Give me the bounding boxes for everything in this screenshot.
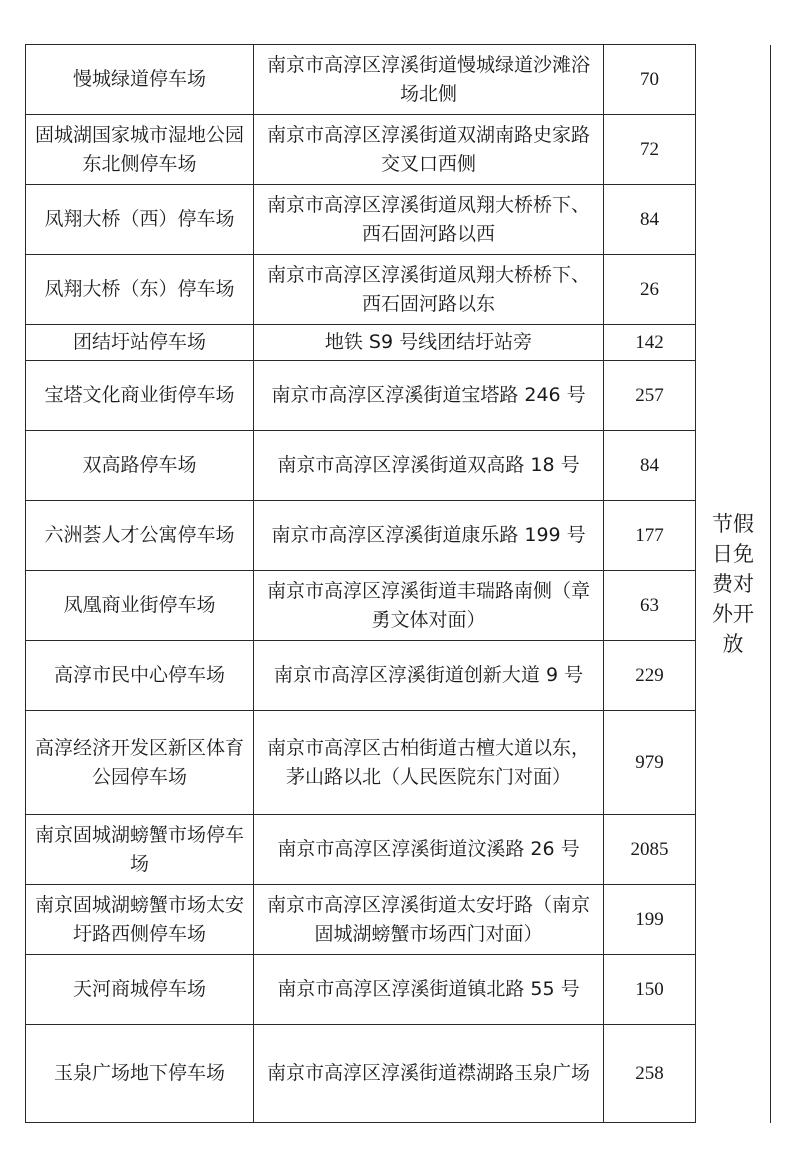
table-row	[26, 711, 771, 815]
parking-name: 六洲荟人才公寓停车场	[26, 501, 254, 571]
table-row	[26, 571, 771, 641]
parking-address: 地铁 S9 号线团结圩站旁	[254, 325, 604, 361]
opening-note: 节假日免费对外开放	[712, 511, 754, 656]
parking-spaces: 2085	[604, 815, 696, 885]
parking-spaces: 150	[604, 955, 696, 1025]
parking-name: 高淳市民中心停车场	[26, 641, 254, 711]
parking-name: 双高路停车场	[26, 431, 254, 501]
parking-address: 南京市高淳区淳溪街道汶溪路 26 号	[254, 815, 604, 885]
parking-spaces: 84	[604, 185, 696, 255]
table-row	[26, 185, 771, 255]
parking-spaces: 229	[604, 641, 696, 711]
table-row	[26, 501, 771, 571]
parking-address: 南京市高淳区淳溪街道宝塔路 246 号	[254, 361, 604, 431]
table-row	[26, 255, 771, 325]
table-row	[26, 325, 771, 361]
parking-spaces: 979	[604, 711, 696, 815]
parking-name: 慢城绿道停车场	[26, 45, 254, 115]
parking-spaces: 72	[604, 115, 696, 185]
parking-address: 南京市高淳区淳溪街道镇北路 55 号	[254, 955, 604, 1025]
parking-name: 宝塔文化商业街停车场	[26, 361, 254, 431]
parking-name: 凤凰商业街停车场	[26, 571, 254, 641]
parking-address: 南京市高淳区淳溪街道康乐路 199 号	[254, 501, 604, 571]
parking-spaces: 84	[604, 431, 696, 501]
parking-spaces: 63	[604, 571, 696, 641]
parking-name: 南京固城湖螃蟹市场太安圩路西侧停车场	[26, 885, 254, 955]
parking-table	[25, 44, 771, 1123]
parking-address: 南京市高淳区古柏街道古檀大道以东，茅山路以北（人民医院东门对面）	[254, 711, 604, 815]
parking-address: 南京市高淳区淳溪街道太安圩路（南京固城湖螃蟹市场西门对面）	[254, 885, 604, 955]
parking-spaces: 177	[604, 501, 696, 571]
parking-address: 南京市高淳区淳溪街道双湖南路史家路交叉口西侧	[254, 115, 604, 185]
parking-address: 南京市高淳区淳溪街道慢城绿道沙滩浴场北侧	[254, 45, 604, 115]
table-row	[26, 815, 771, 885]
parking-address: 南京市高淳区淳溪街道双高路 18 号	[254, 431, 604, 501]
parking-address: 南京市高淳区淳溪街道襟湖路玉泉广场	[254, 1025, 604, 1123]
parking-name: 凤翔大桥（西）停车场	[26, 185, 254, 255]
parking-address: 南京市高淳区淳溪街道丰瑞路南侧（章勇文体对面）	[254, 571, 604, 641]
parking-spaces: 26	[604, 255, 696, 325]
parking-spaces: 142	[604, 325, 696, 361]
table-row	[26, 361, 771, 431]
parking-spaces: 70	[604, 45, 696, 115]
table-row	[26, 955, 771, 1025]
parking-name: 高淳经济开发区新区体育公园停车场	[26, 711, 254, 815]
parking-name: 玉泉广场地下停车场	[26, 1025, 254, 1123]
parking-name: 南京固城湖螃蟹市场停车场	[26, 815, 254, 885]
table-row	[26, 885, 771, 955]
parking-name: 团结圩站停车场	[26, 325, 254, 361]
parking-name: 天河商城停车场	[26, 955, 254, 1025]
parking-name: 凤翔大桥（东）停车场	[26, 255, 254, 325]
table-row	[26, 45, 771, 115]
parking-address: 南京市高淳区淳溪街道凤翔大桥桥下、西石固河路以西	[254, 185, 604, 255]
table-row	[26, 431, 771, 501]
parking-address: 南京市高淳区淳溪街道凤翔大桥桥下、西石固河路以东	[254, 255, 604, 325]
table-row	[26, 1025, 771, 1123]
parking-name: 固城湖国家城市湿地公园东北侧停车场	[26, 115, 254, 185]
parking-spaces: 258	[604, 1025, 696, 1123]
opening-note-cell	[696, 45, 771, 1123]
table-row	[26, 641, 771, 711]
parking-spaces: 257	[604, 361, 696, 431]
table-row	[26, 115, 771, 185]
parking-spaces: 199	[604, 885, 696, 955]
parking-address: 南京市高淳区淳溪街道创新大道 9 号	[254, 641, 604, 711]
